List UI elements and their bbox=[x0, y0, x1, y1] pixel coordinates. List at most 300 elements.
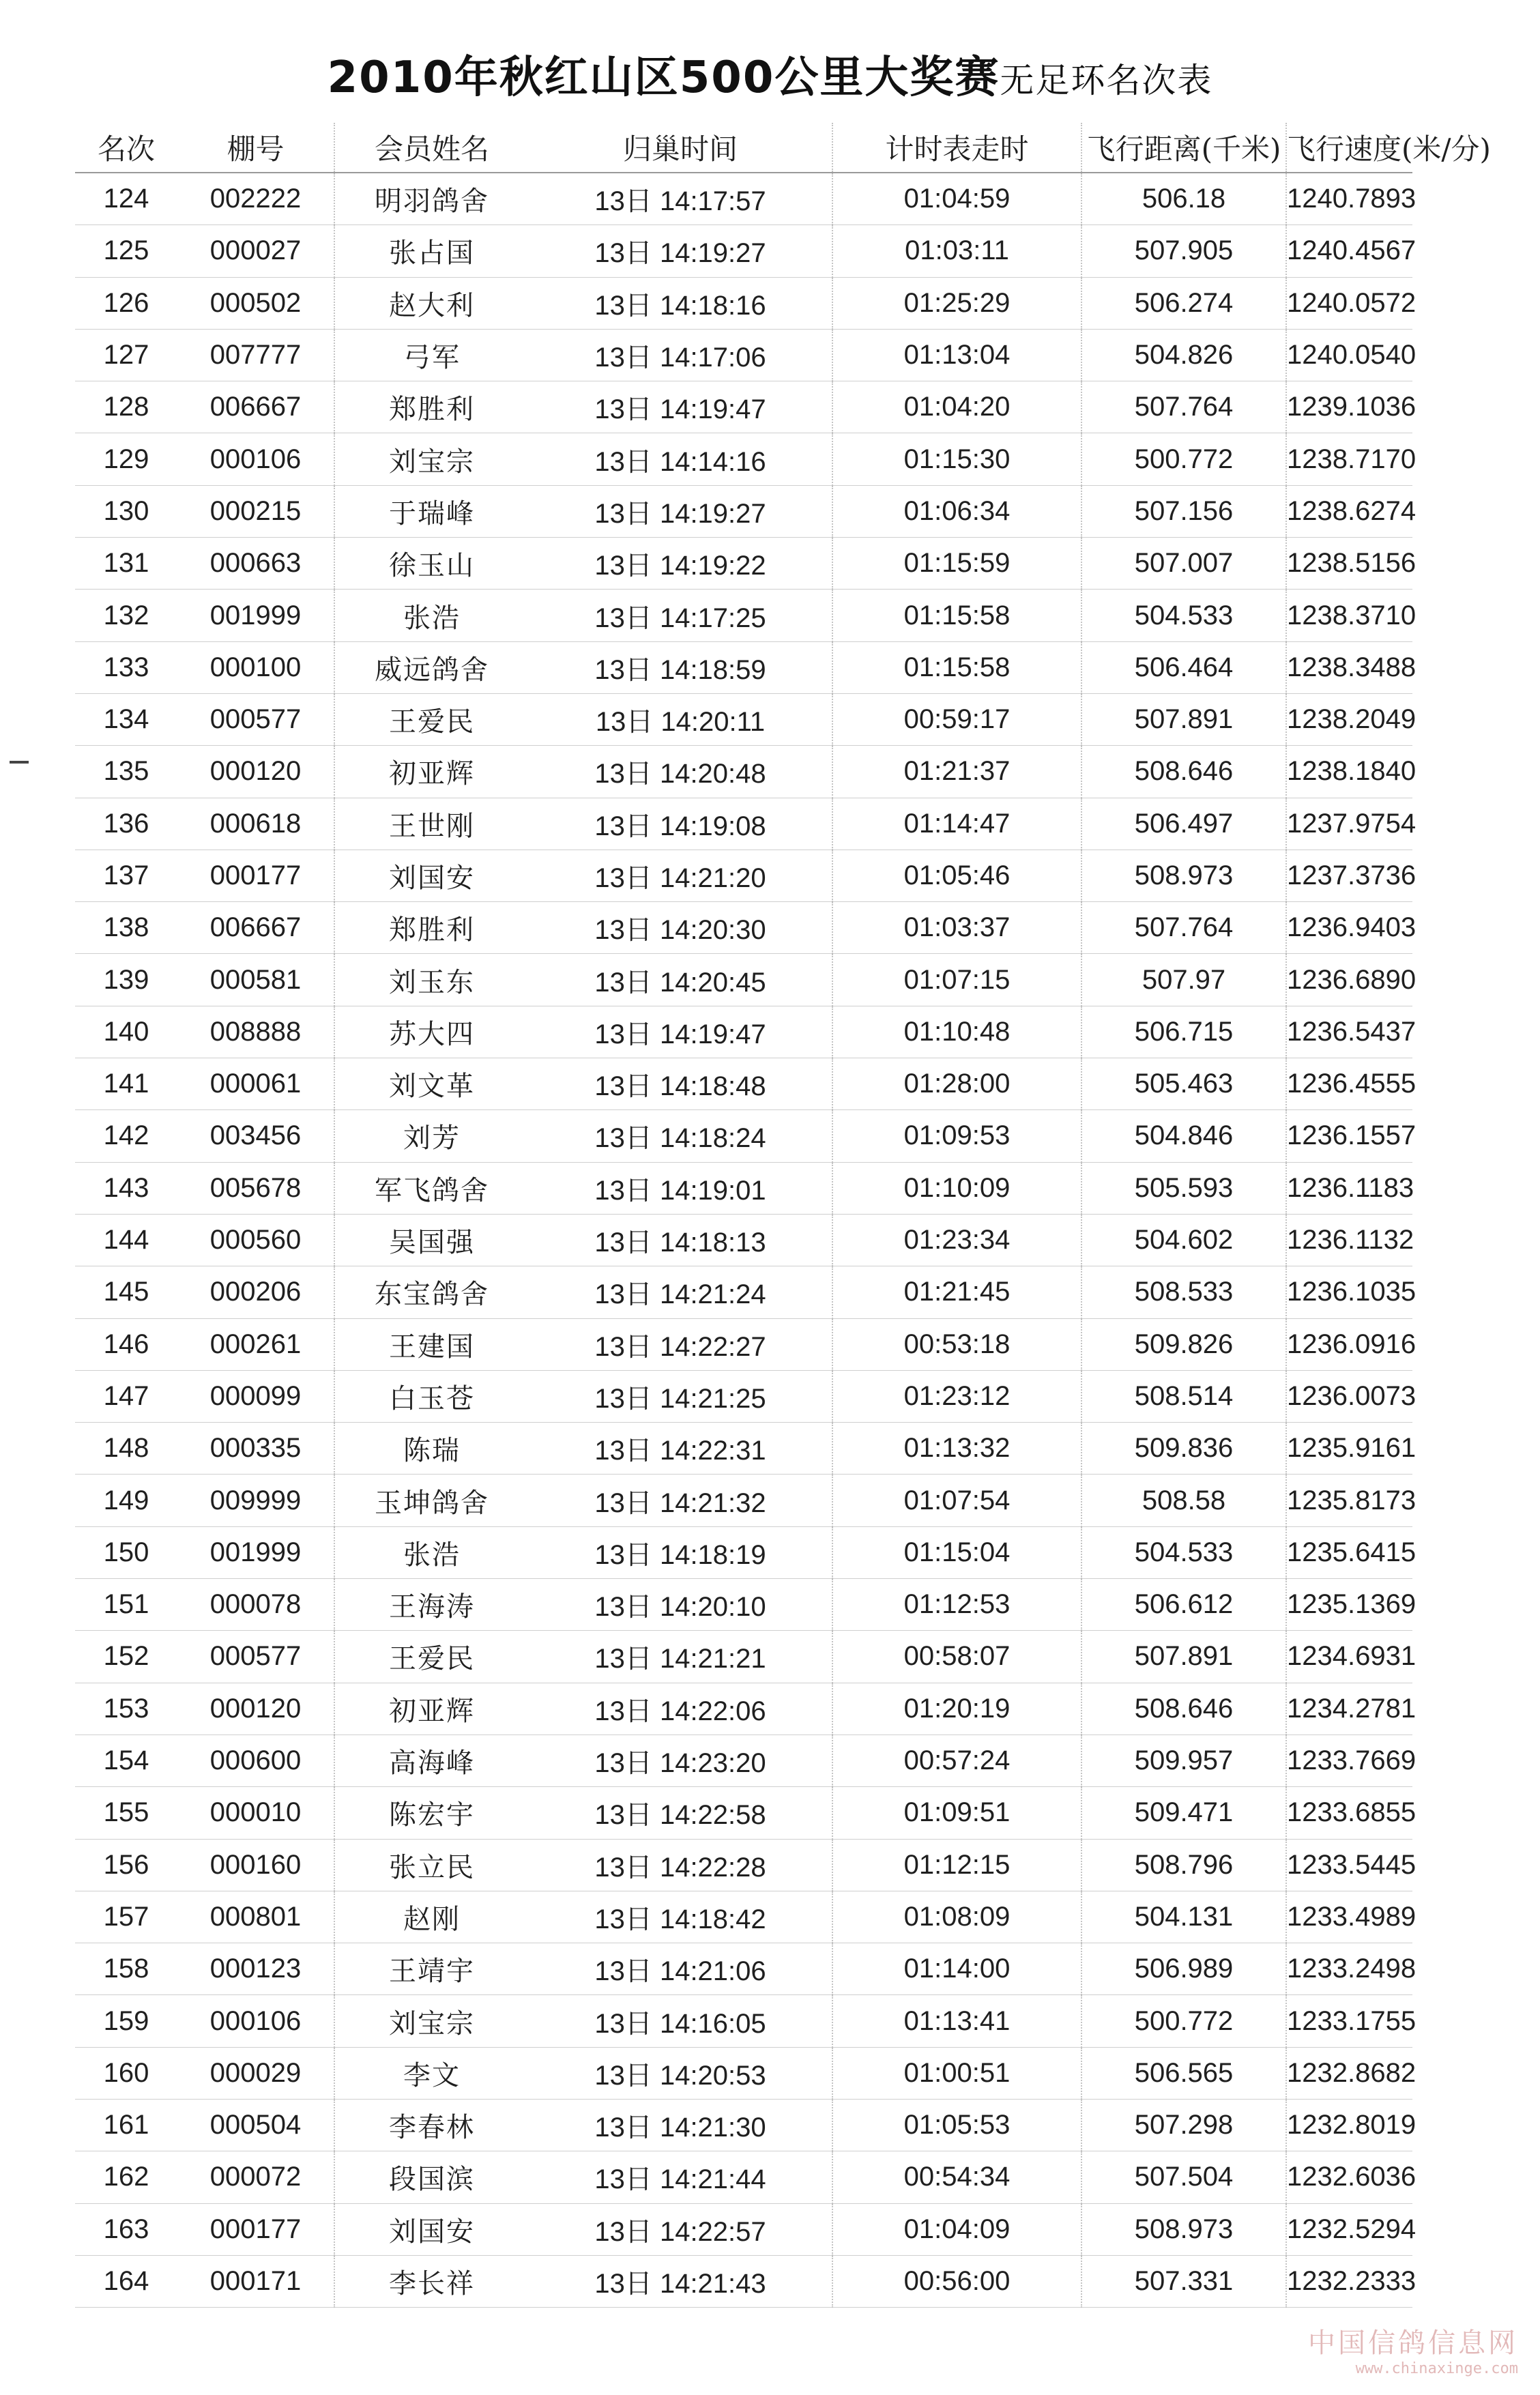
clock-time-cell: 01:07:15 bbox=[832, 954, 1081, 1006]
distance-cell: 504.131 bbox=[1081, 1891, 1286, 1943]
distance-cell: 509.826 bbox=[1081, 1318, 1286, 1370]
loft-cell: 006667 bbox=[177, 381, 334, 433]
speed-cell: 1238.2049 bbox=[1286, 693, 1412, 745]
table-row bbox=[75, 1943, 1412, 1995]
table-row bbox=[75, 538, 1412, 590]
clock-time-cell: 01:12:53 bbox=[832, 1579, 1081, 1631]
rank-cell: 151 bbox=[75, 1579, 177, 1631]
speed-cell: 1233.5445 bbox=[1286, 1839, 1412, 1891]
speed-cell: 1240.0540 bbox=[1286, 329, 1412, 381]
speed-cell: 1238.6274 bbox=[1286, 485, 1412, 537]
arrival-time-cell: 13日 14:19:27 bbox=[529, 225, 832, 277]
speed-cell: 1236.4555 bbox=[1286, 1058, 1412, 1110]
speed-cell: 1238.1840 bbox=[1286, 746, 1412, 798]
distance-cell: 508.973 bbox=[1081, 850, 1286, 901]
distance-cell: 509.957 bbox=[1081, 1734, 1286, 1786]
member-name-cell: 弓军 bbox=[334, 329, 529, 381]
arrival-time-cell: 13日 14:18:13 bbox=[529, 1214, 832, 1266]
rank-cell: 129 bbox=[75, 433, 177, 485]
distance-cell: 508.514 bbox=[1081, 1370, 1286, 1422]
speed-cell: 1233.4989 bbox=[1286, 1891, 1412, 1943]
arrival-time-cell: 13日 14:17:57 bbox=[529, 173, 832, 225]
table-row bbox=[75, 173, 1412, 225]
arrival-time-cell: 13日 14:21:43 bbox=[529, 2255, 832, 2307]
member-name-cell: 吴国强 bbox=[334, 1214, 529, 1266]
arrival-time-cell: 13日 14:19:47 bbox=[529, 1006, 832, 1058]
arrival-time-cell: 13日 14:14:16 bbox=[529, 433, 832, 485]
loft-header: 棚号 bbox=[177, 123, 334, 173]
rank-cell: 137 bbox=[75, 850, 177, 901]
clock-time-cell: 00:58:07 bbox=[832, 1631, 1081, 1683]
clock-time-cell: 01:05:53 bbox=[832, 2099, 1081, 2151]
table-body bbox=[75, 173, 1416, 2308]
table-row bbox=[75, 1110, 1412, 1162]
speed-cell: 1236.6890 bbox=[1286, 954, 1412, 1006]
loft-cell: 000160 bbox=[177, 1839, 334, 1891]
clock-time-cell: 01:21:37 bbox=[832, 746, 1081, 798]
rank-cell: 150 bbox=[75, 1526, 177, 1578]
speed-cell: 1234.2781 bbox=[1286, 1683, 1412, 1734]
table-row bbox=[75, 850, 1412, 901]
clock-time-cell: 01:03:37 bbox=[832, 902, 1081, 954]
clock-time-cell: 01:14:00 bbox=[832, 1943, 1081, 1995]
table-row bbox=[75, 1475, 1412, 1526]
clock-time-cell: 01:28:00 bbox=[832, 1058, 1081, 1110]
speed-cell: 1235.8173 bbox=[1286, 1475, 1412, 1526]
rank-cell: 126 bbox=[75, 277, 177, 329]
member-name-cell: 刘国安 bbox=[334, 850, 529, 901]
table-row bbox=[75, 433, 1412, 485]
loft-cell: 000261 bbox=[177, 1318, 334, 1370]
clock-time-cell: 00:54:34 bbox=[832, 2151, 1081, 2203]
member-name-cell: 张占国 bbox=[334, 225, 529, 277]
distance-cell: 504.533 bbox=[1081, 590, 1286, 641]
loft-cell: 000177 bbox=[177, 2203, 334, 2255]
speed-cell: 1236.1035 bbox=[1286, 1266, 1412, 1318]
member-name-cell: 白玉苍 bbox=[334, 1370, 529, 1422]
member-name-cell: 王爱民 bbox=[334, 1631, 529, 1683]
table-row bbox=[75, 1423, 1412, 1475]
arrival-time-cell: 13日 14:18:24 bbox=[529, 1110, 832, 1162]
member-name-cell: 刘宝宗 bbox=[334, 433, 529, 485]
speed-cell: 1234.6931 bbox=[1286, 1631, 1412, 1683]
arrival-time-cell: 13日 14:20:48 bbox=[529, 746, 832, 798]
arrival-time-cell: 13日 14:22:58 bbox=[529, 1787, 832, 1839]
arrival-time-cell: 13日 14:22:57 bbox=[529, 2203, 832, 2255]
distance-cell: 509.836 bbox=[1081, 1423, 1286, 1475]
arrival-time-cell: 13日 14:22:06 bbox=[529, 1683, 832, 1734]
member-name-cell: 刘文革 bbox=[334, 1058, 529, 1110]
rank-cell: 142 bbox=[75, 1110, 177, 1162]
loft-cell: 000120 bbox=[177, 1683, 334, 1734]
rank-cell: 157 bbox=[75, 1891, 177, 1943]
member-name-cell: 段国滨 bbox=[334, 2151, 529, 2203]
clock-time-cell: 00:56:00 bbox=[832, 2255, 1081, 2307]
rank-cell: 136 bbox=[75, 798, 177, 850]
watermark bbox=[1308, 2321, 1518, 2377]
clock-time-cell: 01:13:41 bbox=[832, 1995, 1081, 2047]
member-name-cell: 李春林 bbox=[334, 2099, 529, 2151]
speed-cell: 1239.1036 bbox=[1286, 381, 1412, 433]
member-name-cell: 郑胜利 bbox=[334, 902, 529, 954]
distance-cell: 504.602 bbox=[1081, 1214, 1286, 1266]
arrival-time-cell: 13日 14:20:53 bbox=[529, 2047, 832, 2099]
clock-time-cell: 01:10:09 bbox=[832, 1162, 1081, 1214]
speed-cell: 1233.6855 bbox=[1286, 1787, 1412, 1839]
distance-cell: 507.298 bbox=[1081, 2099, 1286, 2151]
distance-cell: 507.891 bbox=[1081, 1631, 1286, 1683]
speed-cell: 1232.8019 bbox=[1286, 2099, 1412, 2151]
table-row bbox=[75, 1318, 1412, 1370]
table-row bbox=[75, 1006, 1412, 1058]
distance-cell: 504.846 bbox=[1081, 1110, 1286, 1162]
member-header: 会员姓名 bbox=[334, 123, 529, 173]
table-row bbox=[75, 954, 1412, 1006]
clock-time-cell: 01:23:12 bbox=[832, 1370, 1081, 1422]
distance-cell: 507.891 bbox=[1081, 693, 1286, 745]
rank-cell: 131 bbox=[75, 538, 177, 590]
loft-cell: 009999 bbox=[177, 1475, 334, 1526]
table-row bbox=[75, 693, 1412, 745]
rank-cell: 139 bbox=[75, 954, 177, 1006]
distance-cell: 500.772 bbox=[1081, 433, 1286, 485]
member-name-cell: 郑胜利 bbox=[334, 381, 529, 433]
rank-cell: 138 bbox=[75, 902, 177, 954]
distance-cell: 507.764 bbox=[1081, 381, 1286, 433]
member-name-cell: 刘国安 bbox=[334, 2203, 529, 2255]
table-row bbox=[75, 798, 1412, 850]
speed-cell: 1236.0916 bbox=[1286, 1318, 1412, 1370]
distance-cell: 500.772 bbox=[1081, 1995, 1286, 2047]
arrival-time-cell: 13日 14:19:27 bbox=[529, 485, 832, 537]
loft-cell: 000663 bbox=[177, 538, 334, 590]
loft-cell: 000078 bbox=[177, 1579, 334, 1631]
speed-cell: 1233.1755 bbox=[1286, 1995, 1412, 2047]
loft-cell: 002222 bbox=[177, 173, 334, 225]
speed-cell: 1236.1557 bbox=[1286, 1110, 1412, 1162]
arrival-time-cell: 13日 14:19:47 bbox=[529, 381, 832, 433]
clock-time-cell: 01:07:54 bbox=[832, 1475, 1081, 1526]
clock-time-cell: 01:15:04 bbox=[832, 1526, 1081, 1578]
distance-cell: 506.989 bbox=[1081, 1943, 1286, 1995]
loft-cell: 000027 bbox=[177, 225, 334, 277]
loft-cell: 000577 bbox=[177, 693, 334, 745]
arrival-time-cell: 13日 14:20:10 bbox=[529, 1579, 832, 1631]
loft-cell: 000061 bbox=[177, 1058, 334, 1110]
table-row bbox=[75, 2099, 1412, 2151]
distance-cell: 508.533 bbox=[1081, 1266, 1286, 1318]
rank-cell: 159 bbox=[75, 1995, 177, 2047]
loft-cell: 003456 bbox=[177, 1110, 334, 1162]
loft-cell: 001999 bbox=[177, 590, 334, 641]
speed-cell: 1236.5437 bbox=[1286, 1006, 1412, 1058]
member-name-cell: 张浩 bbox=[334, 590, 529, 641]
distance-cell: 506.464 bbox=[1081, 641, 1286, 693]
rank-cell: 152 bbox=[75, 1631, 177, 1683]
arrival-time-cell: 13日 14:17:06 bbox=[529, 329, 832, 381]
loft-cell: 000072 bbox=[177, 2151, 334, 2203]
loft-cell: 000029 bbox=[177, 2047, 334, 2099]
rank-cell: 147 bbox=[75, 1370, 177, 1422]
page-title bbox=[0, 42, 1540, 105]
rank-cell: 144 bbox=[75, 1214, 177, 1266]
table-row bbox=[75, 746, 1412, 798]
arrival-time-cell: 13日 14:21:32 bbox=[529, 1475, 832, 1526]
loft-cell: 007777 bbox=[177, 329, 334, 381]
distance-cell: 509.471 bbox=[1081, 1787, 1286, 1839]
clock-time-cell: 01:15:58 bbox=[832, 590, 1081, 641]
speed-cell: 1238.5156 bbox=[1286, 538, 1412, 590]
member-name-cell: 苏大四 bbox=[334, 1006, 529, 1058]
loft-cell: 000010 bbox=[177, 1787, 334, 1839]
member-name-cell: 王建国 bbox=[334, 1318, 529, 1370]
loft-cell: 000581 bbox=[177, 954, 334, 1006]
member-name-cell: 玉坤鸽舍 bbox=[334, 1475, 529, 1526]
speed-cell: 1236.1183 bbox=[1286, 1162, 1412, 1214]
distance-cell: 507.504 bbox=[1081, 2151, 1286, 2203]
speed-cell: 1232.5294 bbox=[1286, 2203, 1412, 2255]
member-name-cell: 王世刚 bbox=[334, 798, 529, 850]
loft-cell: 000106 bbox=[177, 433, 334, 485]
member-name-cell: 明羽鸽舍 bbox=[334, 173, 529, 225]
table-row bbox=[75, 225, 1412, 277]
speed-cell: 1232.6036 bbox=[1286, 2151, 1412, 2203]
speed-cell: 1238.7170 bbox=[1286, 433, 1412, 485]
rank-cell: 124 bbox=[75, 173, 177, 225]
rank-cell: 154 bbox=[75, 1734, 177, 1786]
distance-cell: 507.97 bbox=[1081, 954, 1286, 1006]
member-name-cell: 威远鸽舍 bbox=[334, 641, 529, 693]
member-name-cell: 赵大利 bbox=[334, 277, 529, 329]
rank-cell: 132 bbox=[75, 590, 177, 641]
speed-cell: 1235.6415 bbox=[1286, 1526, 1412, 1578]
loft-cell: 000106 bbox=[177, 1995, 334, 2047]
speed-cell: 1235.1369 bbox=[1286, 1579, 1412, 1631]
loft-cell: 001999 bbox=[177, 1526, 334, 1578]
table-row bbox=[75, 2047, 1412, 2099]
arrival-time-cell: 13日 14:18:59 bbox=[529, 641, 832, 693]
arrival-time-cell: 13日 14:18:48 bbox=[529, 1058, 832, 1110]
member-name-cell: 王海涛 bbox=[334, 1579, 529, 1631]
watermark-text: 中国信鸽信息网 bbox=[1308, 2327, 1518, 2359]
speed-cell: 1238.3488 bbox=[1286, 641, 1412, 693]
distance-cell: 506.565 bbox=[1081, 2047, 1286, 2099]
table-row bbox=[75, 1370, 1412, 1422]
rank-cell: 143 bbox=[75, 1162, 177, 1214]
rank-cell: 130 bbox=[75, 485, 177, 537]
distance-cell: 506.274 bbox=[1081, 277, 1286, 329]
member-name-cell: 于瑞峰 bbox=[334, 485, 529, 537]
clock-time-cell: 01:08:09 bbox=[832, 1891, 1081, 1943]
distance-cell: 508.796 bbox=[1081, 1839, 1286, 1891]
distance-cell: 507.007 bbox=[1081, 538, 1286, 590]
rank-cell: 156 bbox=[75, 1839, 177, 1891]
member-name-cell: 王爱民 bbox=[334, 693, 529, 745]
table-row bbox=[75, 1839, 1412, 1891]
arrival-time-cell: 13日 14:22:28 bbox=[529, 1839, 832, 1891]
rank-cell: 158 bbox=[75, 1943, 177, 1995]
table-row bbox=[75, 2151, 1412, 2203]
member-name-cell: 王靖宇 bbox=[334, 1943, 529, 1995]
speed-header: 飞行速度(米/分) bbox=[1286, 123, 1412, 173]
loft-cell: 000120 bbox=[177, 746, 334, 798]
loft-cell: 000215 bbox=[177, 485, 334, 537]
table-row bbox=[75, 1162, 1412, 1214]
loft-cell: 000560 bbox=[177, 1214, 334, 1266]
table-row bbox=[75, 1526, 1412, 1578]
arrival-time-cell: 13日 14:21:44 bbox=[529, 2151, 832, 2203]
speed-cell: 1240.7893 bbox=[1286, 173, 1412, 225]
member-name-cell: 赵刚 bbox=[334, 1891, 529, 1943]
rank-cell: 155 bbox=[75, 1787, 177, 1839]
arrival-time-cell: 13日 14:20:11 bbox=[529, 693, 832, 745]
loft-cell: 000177 bbox=[177, 850, 334, 901]
member-name-cell: 张立民 bbox=[334, 1839, 529, 1891]
rank-cell: 162 bbox=[75, 2151, 177, 2203]
clock-time-cell: 01:13:04 bbox=[832, 329, 1081, 381]
clock-time-cell: 01:21:45 bbox=[832, 1266, 1081, 1318]
clock-time-cell: 01:15:59 bbox=[832, 538, 1081, 590]
rank-cell: 133 bbox=[75, 641, 177, 693]
member-name-cell: 初亚辉 bbox=[334, 746, 529, 798]
distance-cell: 507.156 bbox=[1081, 485, 1286, 537]
distance-cell: 507.331 bbox=[1081, 2255, 1286, 2307]
loft-cell: 000099 bbox=[177, 1370, 334, 1422]
distance-cell: 505.463 bbox=[1081, 1058, 1286, 1110]
speed-cell: 1233.7669 bbox=[1286, 1734, 1412, 1786]
clock-time-cell: 01:25:29 bbox=[832, 277, 1081, 329]
table-row bbox=[75, 1058, 1412, 1110]
clock-time-cell: 01:04:20 bbox=[832, 381, 1081, 433]
member-name-cell: 刘芳 bbox=[334, 1110, 529, 1162]
table-header-row bbox=[75, 123, 1412, 173]
loft-cell: 000577 bbox=[177, 1631, 334, 1683]
arrival-time-cell: 13日 14:21:20 bbox=[529, 850, 832, 901]
member-name-cell: 初亚辉 bbox=[334, 1683, 529, 1734]
distance-cell: 507.905 bbox=[1081, 225, 1286, 277]
table-row bbox=[75, 1579, 1412, 1631]
loft-cell: 008888 bbox=[177, 1006, 334, 1058]
member-name-cell: 陈瑞 bbox=[334, 1423, 529, 1475]
member-name-cell: 张浩 bbox=[334, 1526, 529, 1578]
rank-cell: 141 bbox=[75, 1058, 177, 1110]
watermark-url: www.chinaxinge.com bbox=[1355, 2360, 1518, 2377]
member-name-cell: 徐玉山 bbox=[334, 538, 529, 590]
loft-cell: 005678 bbox=[177, 1162, 334, 1214]
arrival-time-cell: 13日 14:23:20 bbox=[529, 1734, 832, 1786]
table-row bbox=[75, 1266, 1412, 1318]
rank-cell: 145 bbox=[75, 1266, 177, 1318]
speed-cell: 1232.2333 bbox=[1286, 2255, 1412, 2307]
table-row bbox=[75, 2255, 1412, 2307]
member-name-cell: 刘宝宗 bbox=[334, 1995, 529, 2047]
rank-cell: 127 bbox=[75, 329, 177, 381]
arrival-time-cell: 13日 14:22:27 bbox=[529, 1318, 832, 1370]
rank-cell: 135 bbox=[75, 746, 177, 798]
rank-cell: 153 bbox=[75, 1683, 177, 1734]
clock-time-cell: 01:15:30 bbox=[832, 433, 1081, 485]
speed-cell: 1237.9754 bbox=[1286, 798, 1412, 850]
clock-time-cell: 00:53:18 bbox=[832, 1318, 1081, 1370]
rank-cell: 146 bbox=[75, 1318, 177, 1370]
member-name-cell: 高海峰 bbox=[334, 1734, 529, 1786]
table-row bbox=[75, 641, 1412, 693]
arrival-time-cell: 13日 14:21:06 bbox=[529, 1943, 832, 1995]
loft-cell: 000801 bbox=[177, 1891, 334, 1943]
title-main: 2010年秋红山区500公里大奖赛 bbox=[327, 53, 1000, 103]
distance-cell: 508.973 bbox=[1081, 2203, 1286, 2255]
clock-time-cell: 01:20:19 bbox=[832, 1683, 1081, 1734]
arrival-time-cell: 13日 14:21:21 bbox=[529, 1631, 832, 1683]
rank-cell: 163 bbox=[75, 2203, 177, 2255]
distance-cell: 507.764 bbox=[1081, 902, 1286, 954]
clock-time-cell: 01:09:51 bbox=[832, 1787, 1081, 1839]
member-name-cell: 李长祥 bbox=[334, 2255, 529, 2307]
table-row bbox=[75, 590, 1412, 641]
loft-cell: 000100 bbox=[177, 641, 334, 693]
distance-cell: 504.533 bbox=[1081, 1526, 1286, 1578]
loft-cell: 000618 bbox=[177, 798, 334, 850]
arrival-time-cell: 13日 14:20:30 bbox=[529, 902, 832, 954]
arrival-time-cell: 13日 14:19:01 bbox=[529, 1162, 832, 1214]
distance-cell: 508.646 bbox=[1081, 746, 1286, 798]
clock-time-cell: 01:15:58 bbox=[832, 641, 1081, 693]
clock-time-cell: 00:59:17 bbox=[832, 693, 1081, 745]
speed-cell: 1238.3710 bbox=[1286, 590, 1412, 641]
table-row bbox=[75, 485, 1412, 537]
distance-cell: 506.715 bbox=[1081, 1006, 1286, 1058]
clock-time-cell: 01:13:32 bbox=[832, 1423, 1081, 1475]
arrival-time-cell: 13日 14:16:05 bbox=[529, 1995, 832, 2047]
distance-cell: 506.18 bbox=[1081, 173, 1286, 225]
distance-header: 飞行距离(千米) bbox=[1081, 123, 1286, 173]
distance-cell: 506.612 bbox=[1081, 1579, 1286, 1631]
arrival-time-cell: 13日 14:22:31 bbox=[529, 1423, 832, 1475]
table-row bbox=[75, 1214, 1412, 1266]
arrival-time-cell: 13日 14:19:08 bbox=[529, 798, 832, 850]
rank-cell: 161 bbox=[75, 2099, 177, 2151]
clock-time-cell: 00:57:24 bbox=[832, 1734, 1081, 1786]
speed-cell: 1240.0572 bbox=[1286, 277, 1412, 329]
clock-time-cell: 01:04:09 bbox=[832, 2203, 1081, 2255]
speed-cell: 1233.2498 bbox=[1286, 1943, 1412, 1995]
table-row bbox=[75, 1734, 1412, 1786]
rank-cell: 128 bbox=[75, 381, 177, 433]
loft-cell: 000504 bbox=[177, 2099, 334, 2151]
rank-cell: 149 bbox=[75, 1475, 177, 1526]
member-name-cell: 刘玉东 bbox=[334, 954, 529, 1006]
clock-header: 计时表走时 bbox=[832, 123, 1081, 173]
arrival-time-cell: 13日 14:17:25 bbox=[529, 590, 832, 641]
table-row bbox=[75, 1891, 1412, 1943]
rank-cell: 125 bbox=[75, 225, 177, 277]
table-row bbox=[75, 1995, 1412, 2047]
clock-time-cell: 01:06:34 bbox=[832, 485, 1081, 537]
distance-cell: 505.593 bbox=[1081, 1162, 1286, 1214]
clock-time-cell: 01:23:34 bbox=[832, 1214, 1081, 1266]
speed-cell: 1232.8682 bbox=[1286, 2047, 1412, 2099]
member-name-cell: 李文 bbox=[334, 2047, 529, 2099]
arrival-time-cell: 13日 14:21:24 bbox=[529, 1266, 832, 1318]
rank-cell: 134 bbox=[75, 693, 177, 745]
clock-time-cell: 01:05:46 bbox=[832, 850, 1081, 901]
rank-header: 名次 bbox=[75, 123, 177, 173]
arrival-time-cell: 13日 14:18:16 bbox=[529, 277, 832, 329]
speed-cell: 1236.1132 bbox=[1286, 1214, 1412, 1266]
scan-mark bbox=[10, 761, 29, 764]
loft-cell: 006667 bbox=[177, 902, 334, 954]
clock-time-cell: 01:14:47 bbox=[832, 798, 1081, 850]
